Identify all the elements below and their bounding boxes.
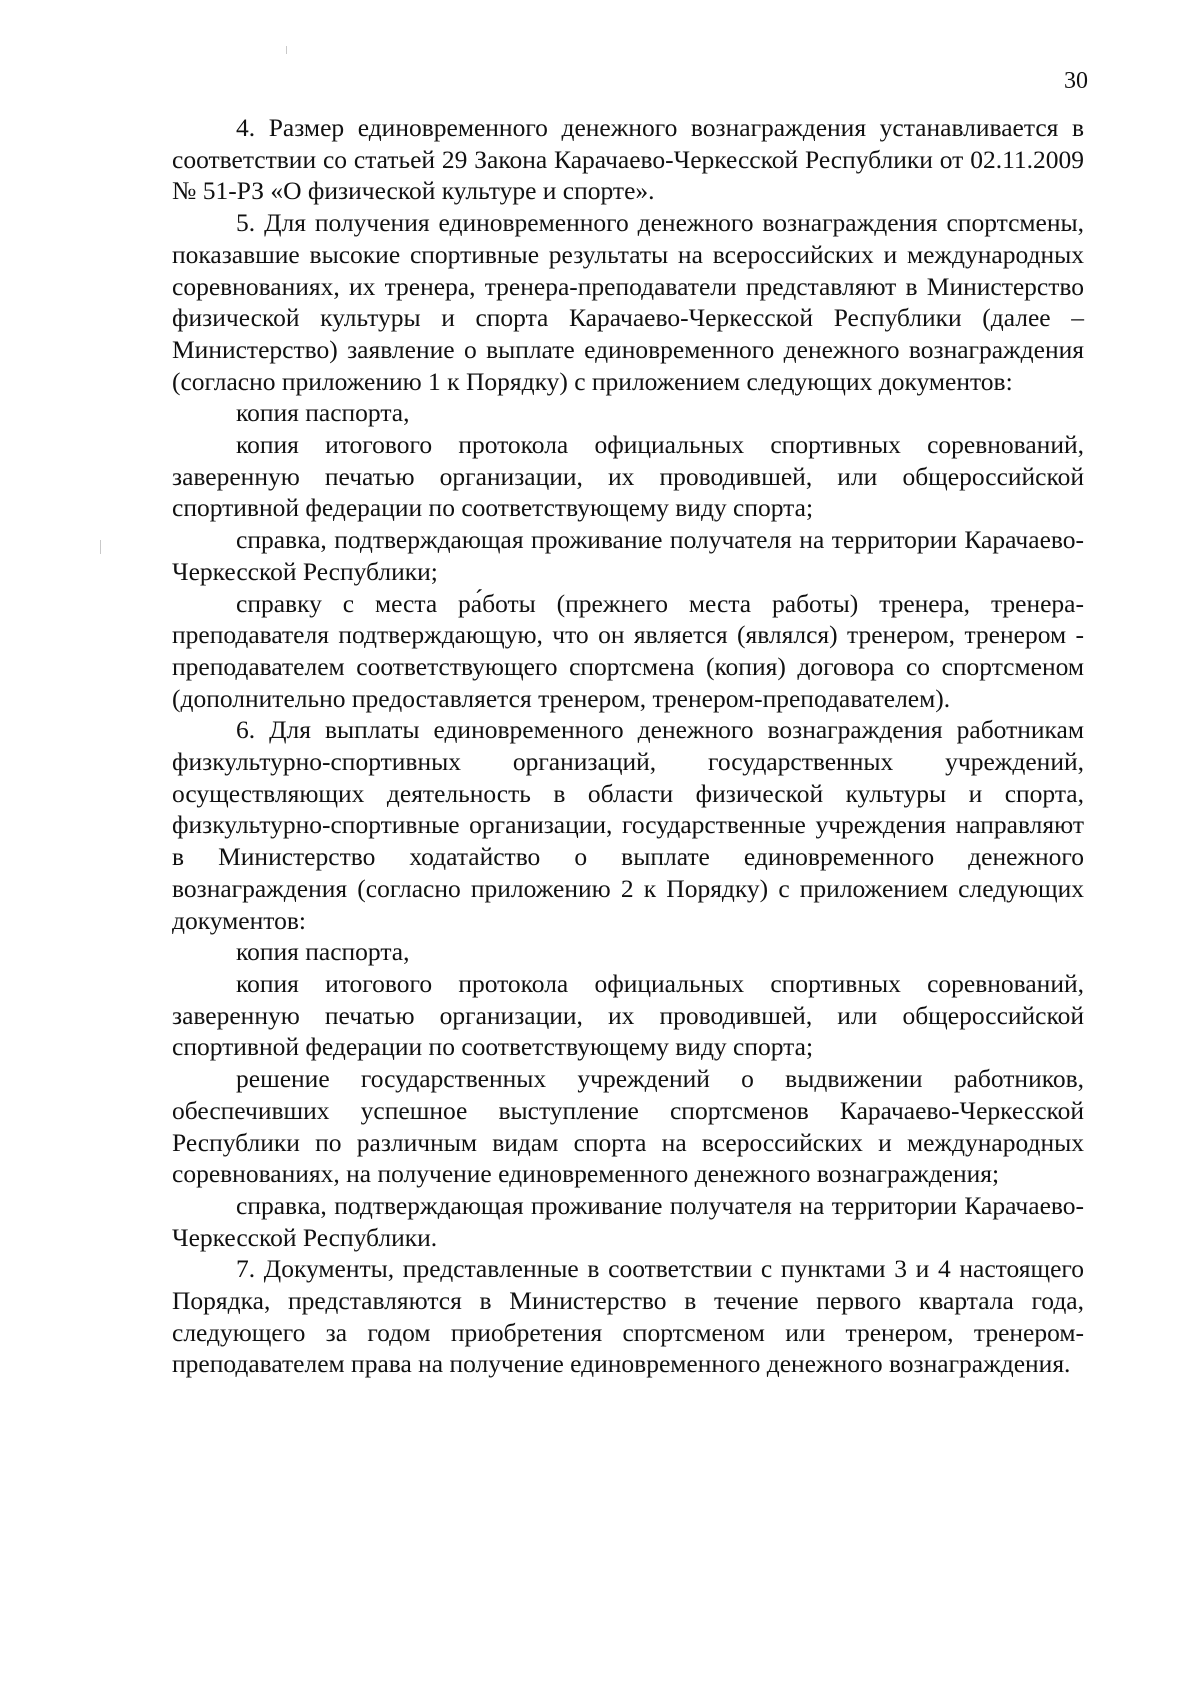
paragraph-item-6: 6. Для выплаты единовременного денежного вознаграждения работникам физкультурно-спортивных организаций, государственных учреждений, осуществляющих деятельность в области физической культуры и спорта, физкультурно-спортивные организации, государственные учреждения направляют в Министерство ходатайство о выплате единовременного денежного вознаграждения (согласно приложению 2 к Порядку) с приложением следующих документов: bbox=[172, 715, 1084, 935]
paragraph-work-certificate: справку с места ра́боты (прежнего места работы) тренера, тренера- преподавателя подтверждающую, что он является (являлся) тренером, тренером - преподавателем соответствующего спортсмена (копия) договора со спортсменом (дополнительно предоставляется тренером, тренером-преподавателем). bbox=[172, 588, 1084, 713]
scan-artifact bbox=[286, 46, 287, 54]
paragraph-item-4: 4. Размер единовременного денежного вознаграждения устанавливается в соответствии со статьей 29 Закона Карачаево-Черкесской Республики от 02.11.2009 № 51-РЗ «О физической культуре и спорте». bbox=[172, 113, 1084, 206]
paragraph-residence-certificate: справка, подтверждающая проживание получателя на территории Карачаево-Черкесской Республики. bbox=[172, 1190, 1084, 1252]
scan-artifact bbox=[100, 540, 101, 554]
paragraph-item-7: 7. Документы, представленные в соответствии с пунктами 3 и 4 настоящего Порядка, представляются в Министерство в течение первого квартала года, следующего за годом приобретения спортсменом или тренером, тренером-преподавателем права на получение единовременного денежного вознаграждения. bbox=[172, 1254, 1084, 1379]
paragraph-institution-decision: решение государственных учреждений о выдвижении работников, обеспечивших успешное выступление спортсменов Карачаево-Черкесской Республики по различным видам спорта на всероссийских и международных соревнованиях, на получение единовременного денежного вознаграждения; bbox=[172, 1064, 1084, 1189]
paragraph-passport-copy: копия паспорта, bbox=[236, 937, 410, 967]
paragraph-protocol-copy: копия итогового протокола официальных спортивных соревнований, заверенную печатью организации, их проводившей, или общероссийской спортивной федерации по соответствующему виду спорта; bbox=[172, 430, 1084, 523]
paragraph-passport-copy: копия паспорта, bbox=[236, 398, 410, 428]
paragraph-item-5: 5. Для получения единовременного денежного вознаграждения спортсмены, показавшие высокие спортивные результаты на всероссийских и международных соревнованиях, их тренера, тренера-преподаватели представляют в Министерство физической культуры и спорта Карачаево-Черкесской Республики (далее – Министерство) заявление о выплате единовременного денежного вознаграждения (согласно приложению 1 к Порядку) с приложением следующих документов: bbox=[172, 208, 1084, 396]
paragraph-protocol-copy: копия итогового протокола официальных спортивных соревнований, заверенную печатью организации, их проводившей, или общероссийской спортивной федерации по соответствующему виду спорта; bbox=[172, 968, 1084, 1062]
paragraph-residence-certificate: справка, подтверждающая проживание получателя на территории Карачаево-Черкесской Республики; bbox=[172, 525, 1084, 586]
page-number: 30 bbox=[1064, 68, 1088, 94]
document-body bbox=[172, 112, 1084, 1380]
